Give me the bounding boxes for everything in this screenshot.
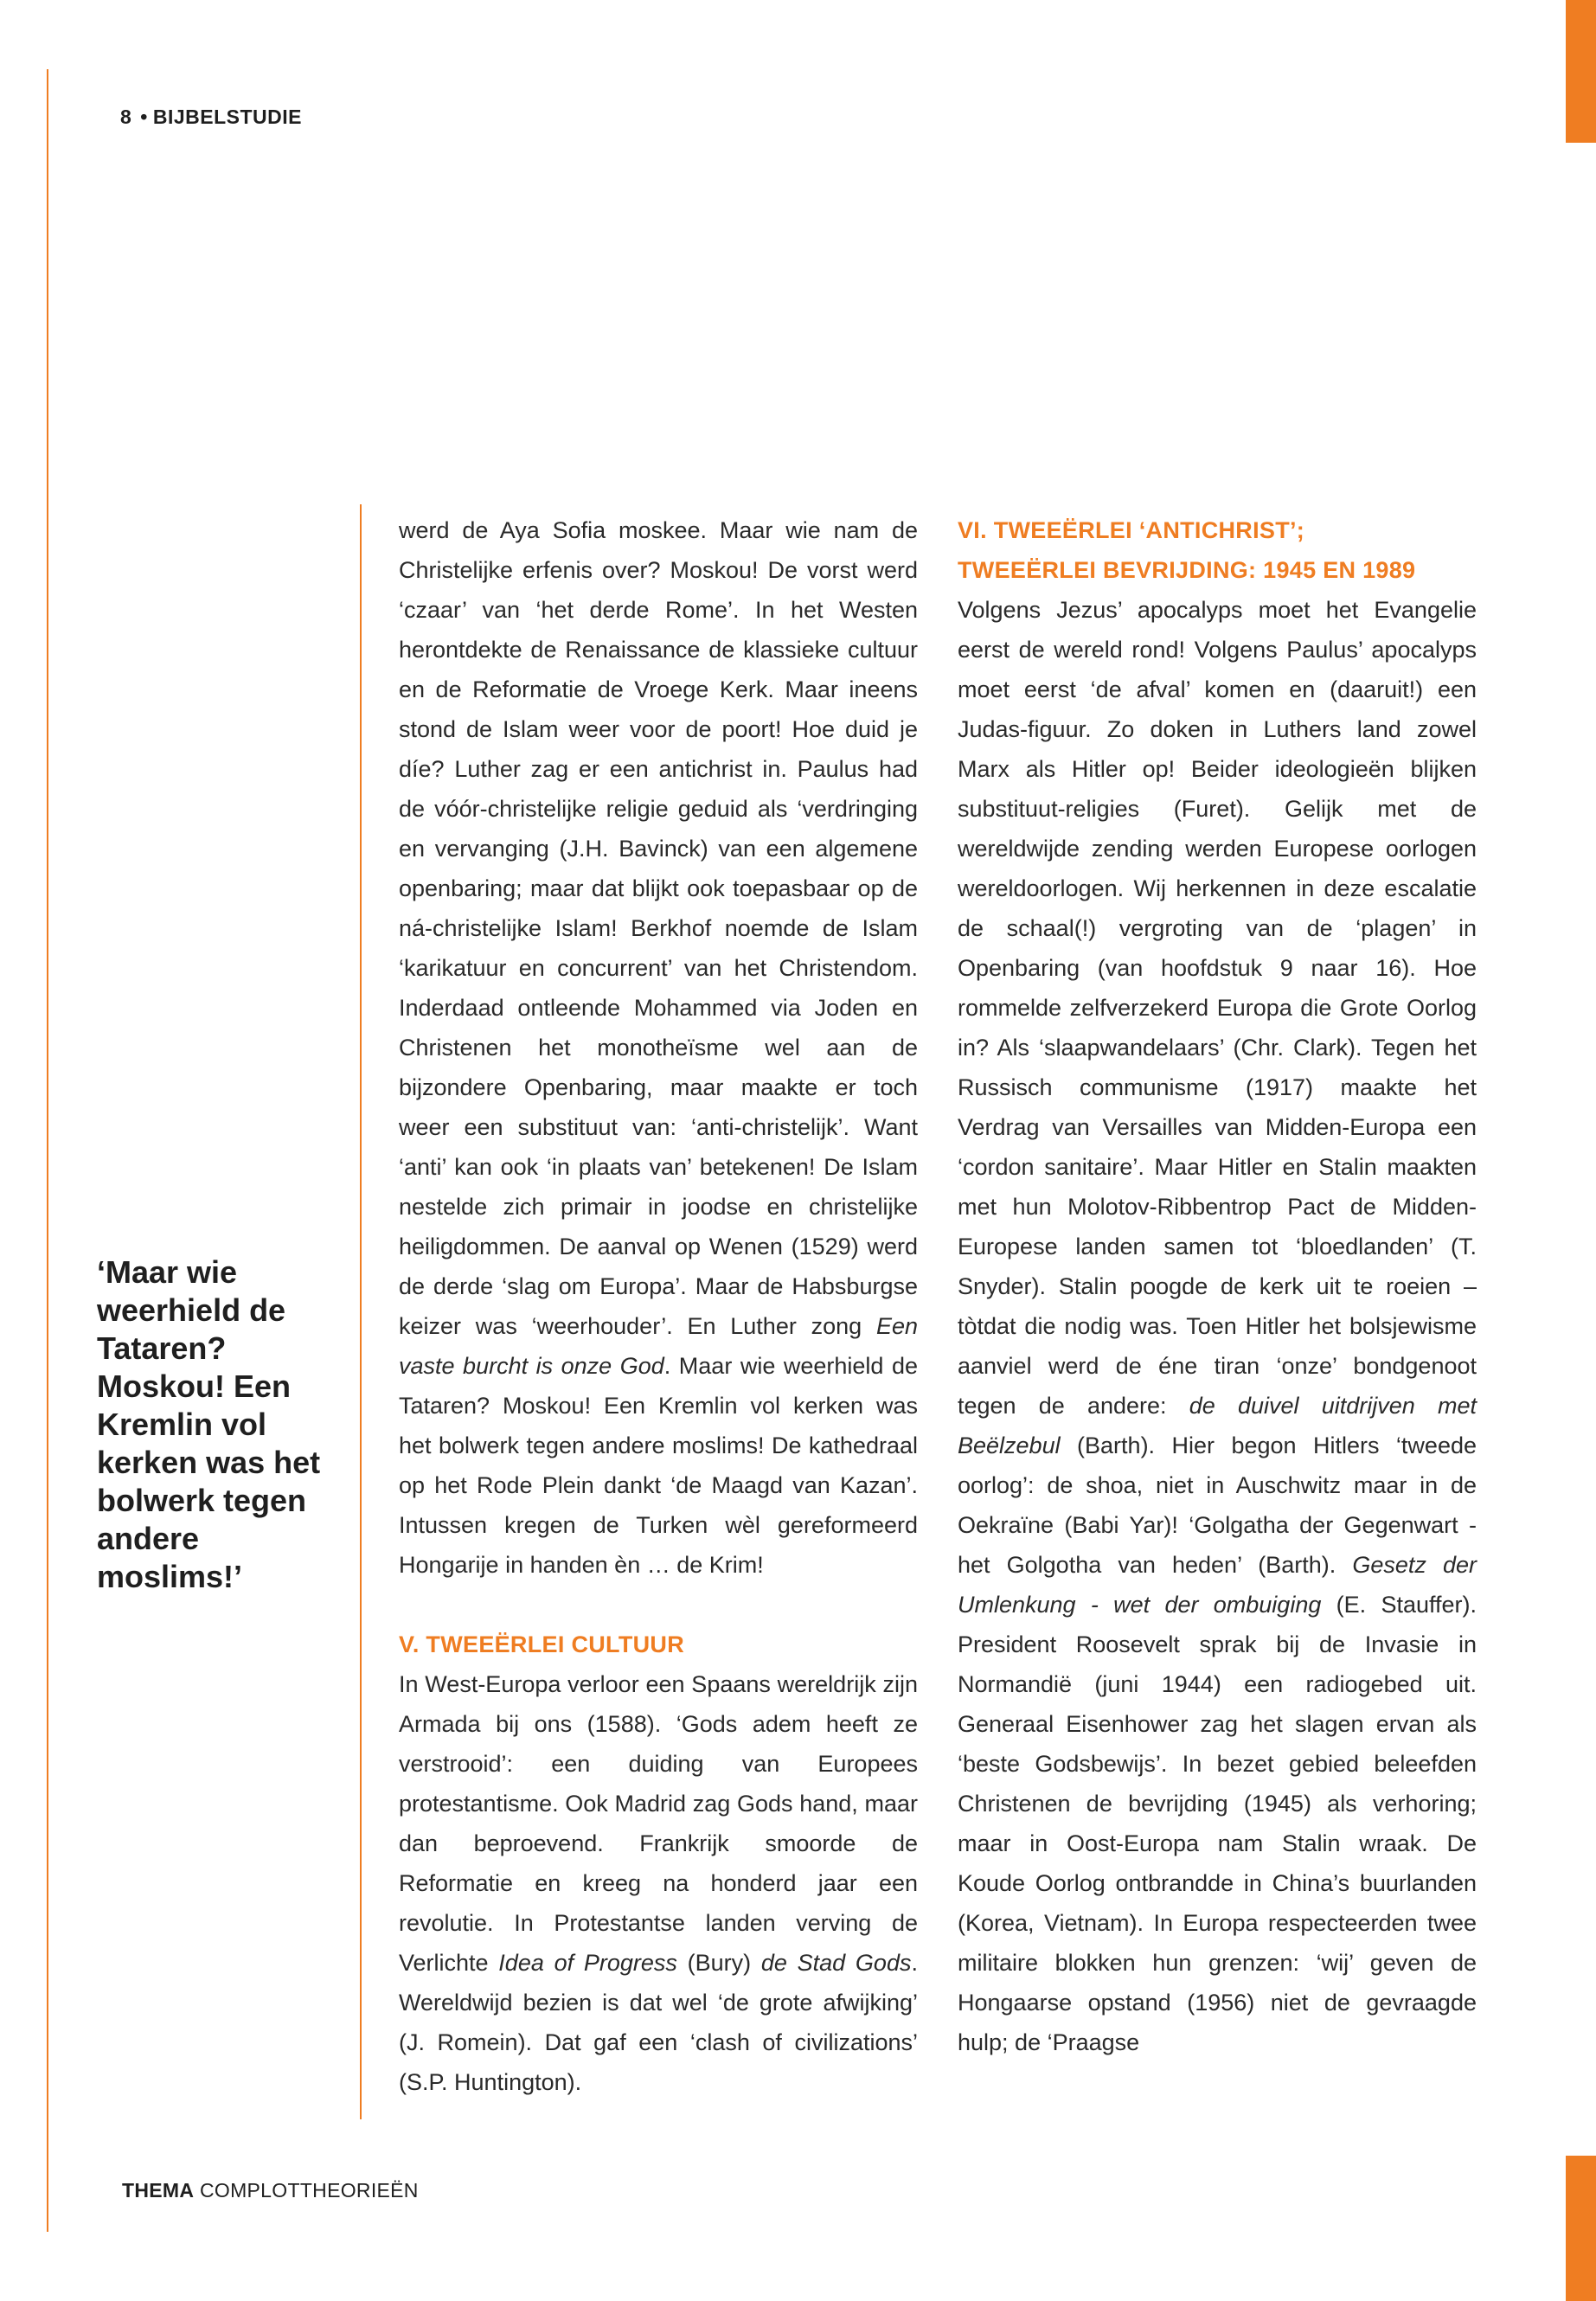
orange-page-tab-top: [1566, 0, 1596, 143]
heading-tweeerlei-cultuur: V. TWEEËRLEI CULTUUR: [399, 1631, 685, 1657]
heading-antichrist-line2: TWEEËRLEI BEVRIJDING: 1945 EN 1989: [958, 557, 1416, 583]
italic-run: Idea of Progress: [498, 1950, 677, 1976]
paragraph-apocalyps: [958, 590, 1477, 2062]
italic-run: Een vaste burcht is onze God: [399, 1313, 918, 1379]
italic-run: de duivel uitdrijven met Beëlzebul: [958, 1393, 1477, 1458]
text-run: werd de Aya Sofia moskee. Maar wie nam de Christelijke erfenis over? Moskou! De vorst werd ‘czaar’ van ‘het derde Rome’. In het Westen herontdekte de Renaissance de klassieke cultuur en de Reformatie de Vroege Kerk. Maar ineens stond de Islam weer voor de poort! Hoe duid je díe? Luther zag er een antichrist in. Paulus had de vóór-christelijke religie geduid als ‘verdringing en vervanging (J.H. Bavinck) van een algemene openbaring; maar dat blijkt ook toepasbaar op de ná-christelijke Islam! Berkhof noemde de Islam ‘karikatuur en concurrent’ van het Christendom. Inderdaad ontleende Mohammed via Joden en Christenen het monotheïsme wel aan de bijzondere Openbaring, maar maakte er toch weer een substituut van: ‘anti-christelijk’. Want ‘anti’ kan ook ‘in plaats van’ betekenen! De Islam nestelde zich primair in joodse en christelijke heiligdommen. De aanval op Wenen (1529) werd de derde ‘slag om Europa’. Maar de Habsburgse keizer was ‘weerhouder’. En Luther zong: [399, 517, 918, 1339]
text-run: In West-Europa verloor een Spaans wereldrijk zijn Armada bij ons (1588). ‘Gods adem heeft ze verstrooid’: een duiding van Europees protestantisme. Ook Madrid zag Gods hand, maar dan beproevend. Frankrijk smoorde de Reformatie en kreeg na honderd jaar een revolutie. In Protestantse landen verving de Verlichte: [399, 1671, 918, 1976]
page-number: 8: [120, 106, 132, 128]
running-head: [120, 106, 302, 129]
section-title: BIJBELSTUDIE: [152, 106, 302, 128]
text-run: (E. Stauffer). President Roosevelt sprak bij de Invasie in Normandië (juni 1944) een radiogebed uit. Generaal Eisenhower zag het slagen ervan als ‘beste Godsbewijs’. In bezet gebied beleefden Christenen de bevrijding (1945) als verhoring; maar in Oost-Europa nam Stalin wraak. De Koude Oorlog ontbrandde in China’s buurlanden (Korea, Vietnam). In Europa respecteerden twee militaire blokken hun grenzen: ‘wij’ geven de Hongaarse opstand (1956) niet de gevraagde hulp; de ‘Praagse: [958, 1592, 1477, 2055]
column-divider-rule: [360, 504, 362, 2119]
left-margin-rule: [47, 69, 48, 2232]
paragraph-west-europa: [399, 1664, 918, 2102]
text-run: (Bury): [676, 1950, 761, 1976]
text-run: (Barth). Hier begon Hitlers ‘tweede oorlog’: de shoa, niet in Auschwitz maar in de Oekraïne (Babi Yar)! ‘Golgatha der Gegenwart - het Golgotha van heden’ (Barth).: [958, 1433, 1477, 1578]
footer: [122, 2179, 419, 2202]
heading-antichrist-line1: VI. TWEEËRLEI ‘ANTICHRIST’;: [958, 517, 1305, 543]
text-column-middle: [399, 510, 918, 2102]
footer-theme-label: THEMA: [122, 2179, 195, 2202]
italic-run: de Stad Gods: [760, 1950, 912, 1976]
orange-page-tab-bottom: [1566, 2156, 1596, 2301]
text-run: Volgens Jezus’ apocalyps moet het Evangelie eerst de wereld rond! Volgens Paulus’ apocalyps moet eerst ‘de afval’ komen en (daaruit!) een Judas-figuur. Zo doken in Luthers land zowel Marx als Hitler op! Beider ideologieën blijken substituut-religies (Furet). Gelijk met de wereldwijde zending werden Europese oorlogen wereldoorlogen. Wij herkennen in deze escalatie de schaal(!) vergroting van de ‘plagen’ in Openbaring (van hoofdstuk 9 naar 16). Hoe rommelde zelfverzekerd Europa die Grote Oorlog in? Als ‘slaapwandelaars’ (Chr. Clark). Tegen het Russisch communisme (1917) maakte het Verdrag van Versailles van Midden-Europa een ‘cordon sanitaire’. Maar Hitler en Stalin maakten met hun Molotov-Ribbentrop Pact de Midden-Europese landen samen tot ‘bloedlanden’ (T. Snyder). Stalin poogde de kerk uit te roeien – tòtdat die nodig was. Toen Hitler het bolsjewisme aanviel werd de éne tiran ‘onze’ bondgenoot tegen de andere:: [958, 597, 1477, 1419]
pull-quote: ‘Maar wie weerhield de Tataren? Moskou! Een Kremlin vol kerken was het bolwerk tegen andere moslims!’: [97, 1254, 321, 1594]
footer-theme-title: COMPLOTTHEORIEËN: [199, 2179, 419, 2202]
text-run: . Wereldwijd bezien is dat wel ‘de grote afwijking’ (J. Romein). Dat gaf een ‘clash of civilizations’ (S.P. Huntington).: [399, 1950, 918, 2095]
separator-dot: •: [140, 106, 148, 128]
italic-run: Gesetz der Umlenkung - wet der ombuiging: [958, 1552, 1477, 1618]
paragraph-aya-sofia: [399, 510, 918, 1585]
text-column-right: [958, 510, 1477, 2062]
text-run: . Maar wie weerhield de Tataren? Moskou! Een Kremlin vol kerken was het bolwerk tegen andere moslims! De kathedraal op het Rode Plein dankt ‘de Maagd van Kazan’. Intussen kregen de Turken wèl gereformeerd Hongarije in handen èn … de Krim!: [399, 1353, 918, 1578]
